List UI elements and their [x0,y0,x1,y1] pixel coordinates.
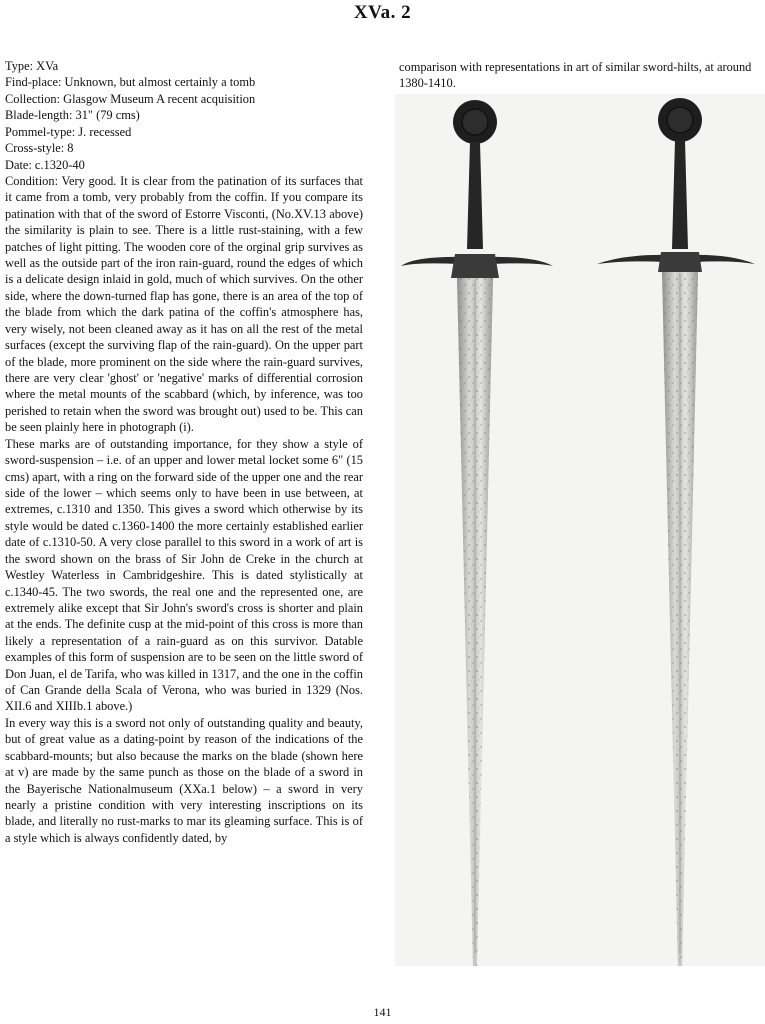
meta-type: Type: XVa [5,59,59,73]
sword-photograph [395,94,765,966]
meta-pommel-type: Pommel-type: J. recessed [5,124,132,139]
meta-blade-length: Blade-length: 31" (79 cms) [5,108,140,123]
meta-find-place: Find-place: Unknown, but almost certainly a tomb [5,75,256,90]
page-number: 141 [373,1005,392,1019]
paragraph-suspension: These marks are of outstanding importance, for they show a style of sword-suspension – i.e. of an upper and lower metal locket some 6" (15 cms) apart, with a ring on the forward side of the upper one and the rear side of the lower – which seems only to have been in use between, at extremes, c.1310 and 1350. This gives a sword which otherwise by its style would be dated c.1360-1400 the more certainly established earlier date of c.1310-50. A very close parallel to this sword in a work of art is the sword shown on the brass of Sir John de Creke in the church at Westley Waterless in Cambridgeshire. This is dated stylistically at c.1340-45. The two swords, the real one and the represented one, are extremely alike except that Sir John's sword's cross is shorter and plain at the ends. The definite cusp at the mid-point of this cross is more than likely a representation of a rain-guard as on this survivor. Datable examples of this form of suspension are to be seen on the little sword of Don Juan, el de Tarifa, who was killed in 1317, and the one in the coffin of Can Grande della Scala of Verona, who was buried in 1329 (Nos. XII.6 and XIIIb.1 above.) [5,436,363,714]
meta-cross-style: Cross-style: 8 [5,141,74,156]
rain-guard-left [451,254,499,278]
page-title: XVa. 2 [353,2,412,23]
paragraph-condition: Condition: Very good. It is clear from the patination of its surfaces that it came from a tomb, very probably from the coffin. If you compare its patination with that of the sword of Estorre Visconti, (No.XV.13 above) the similarity is plain to see. There is a little rust-staining, with a few patches of light pitting. The wooden core of the orginal grip survives as well as the outside part of the iron rain-guard, round the edges of which is a delicate design inlaid in gold, much of which survives. On the other side, where the down-turned flap has gone, there is an area of the top of the blade from which the dark patina of the coffin's atmosphere has, very wisely, not been cleaned away as it has on all the rest of the metal surfaces (except the surviving flap of the rain-guard). On the upper part of the blade, more prominent on the side where the rain-guard survives, there are very clear 'ghost' or 'negative' marks of differential corrosion where the metal mounts of the scabbard (which, by inference, was too perished to retain when the sword was brought out) used to be. This can be seen plainly here in photograph (i). [5,173,363,435]
main-text-column [5,58,363,846]
body-text [5,173,363,846]
meta-collection: Collection: Glasgow Museum A recent acquisition [5,91,256,106]
photo-caption: comparison with representations in art of similar sword-hilts, at around 1380-1410. [399,60,752,91]
meta-date: Date: c.1320-40 [5,157,85,172]
rain-guard-right [658,252,702,272]
paragraph-dating: In every way this is a sword not only of outstanding quality and beauty, but of great value as a dating-point by reason of the indications of the scabbard-mounts; but also because the marks on the blade (shown here at v) are made by the same punch as those on the blade of a sword in the Bayerische Nationalmuseum (XXa.1 below) – a sword in very nearly a pristine condition with very interesting inscriptions on its blade, and literally no rust-marks to mar its gleaming surface. This is of a style which is always confidently dated, by [5,715,363,845]
